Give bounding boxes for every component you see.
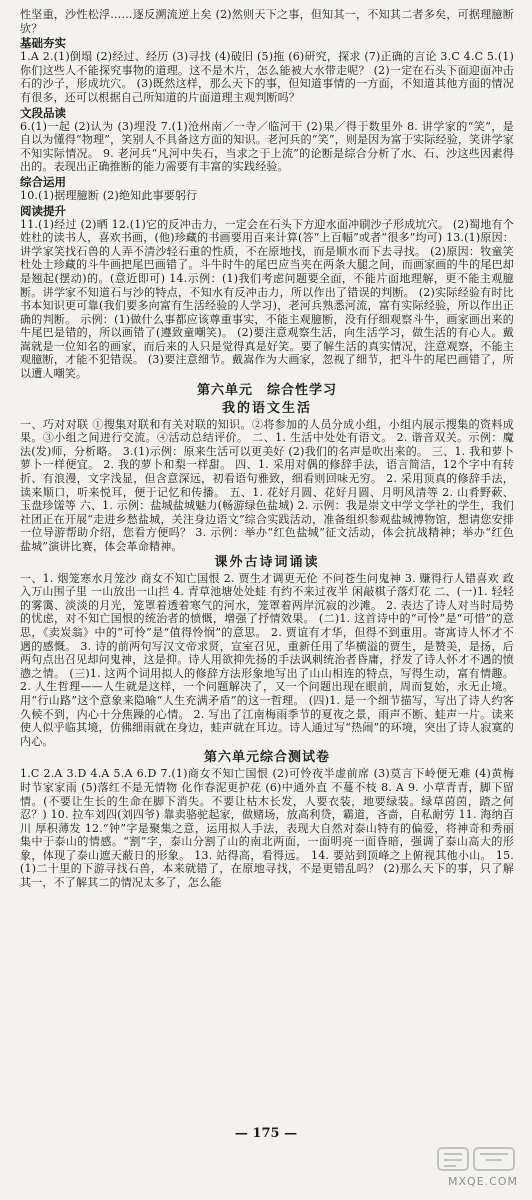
answer-paragraph: 1.A 2.(1)倒塌 (2)经过、经历 (3)寻找 (4)破旧 (5)拖 (6)研究，探求 (7)正确的言论 3.C 4.C 5.(1)你们这些人不能探究事物的道理。这不是木片，怎么能被大水带走呢？ (2)一定在石头下面迎面冲击石的沙子，形成坑穴。 (3)既然这样，那么天下的事，但知道事情的一方面，不知道其他方面的情况有很多，还可以根据自己所知道的片面道理主观判断吗？	[20, 50, 514, 104]
unit-title: 第六单元 综合性学习	[196, 382, 337, 398]
answer-paragraph: 11.(1)经过 (2)晒 12.(1)它的反冲击力，一定会在石头下方迎水面冲刷沙子形成坑穴。 (2)蜀地有个姓杜的读书人，喜欢书画，(他)珍藏的书画要用百来计算(答“上百幅”或者“很多”均可) 13.(1)原因：讲学家笑找石兽的人弄不清沙轻石重的性质，不在原地找，而是顺水而下去寻找。 (2)原因：牧童笑杜处士珍藏的斗牛画把尾巴画错了。斗牛时牛的尾巴应当夹在两条大腿之间，而画家画的牛的尾巴却是翘起(摆动)的。(意近即可) 14.示例：(1)我们考虑问题要全面，不能片面地理解，更不能主观臆断。讲学家不知道石与沙的特点，不知水有反冲击力，所以作出了错误的判断。 (2)实际经验有时比书本知识更可靠(我们要多向富有生活经验的人学习)，老河兵熟悉河流，富有实际经验，所以作出正确的判断。 示例：(1)做什么事都应该尊重事实，不能主观臆断，没有仔细观察斗牛，画家画出来的牛尾巴是错的，所以画错了(遵致童嘲笑)。 (2)要注意观察生活，向生活学习，做生活的有心人。戴嵩就是一位知名的画家，而后来的人只是觉得真是好笑。要了解生活的真实情况，注意观察，不能主观臆断，才能不犯错误。 (3)要注意细节。戴嵩作为大画家，忽视了细节，把斗牛的尾巴画错了，所以遭人嘲笑。	[20, 217, 514, 381]
answer-page	[20, 8, 514, 890]
answer-paragraph: 6.(1)一起 (2)认为 (3)埋没 7.(1)沧州南／一寺／临河干 (2)果／得于数里外 8. 讲学家的“笑”，是自以为懂得“物理”，笑别人不具备这方面的知识。老河兵的“笑”，则是因为富于实际经验，笑讲学家不知实际情况。 9. 老河兵“凡河中失石，当求之于上流”的论断是综合分析了水、石、沙这些因素得出的。表现出正确推断的能力需要有丰富的实践经验。	[20, 119, 514, 174]
section-label: 文段品读	[20, 105, 66, 120]
page-number-value: 175	[252, 1126, 280, 1141]
unit-title: 第六单元综合测试卷	[203, 750, 330, 766]
subsection-title: 课外古诗词诵读	[214, 554, 320, 570]
answer-paragraph: 性坚重，沙性松浮……逐反溯流逆上矣 (2)然则天下之事，但知其一，不知其二者多矣，可据理臆断欤？	[20, 8, 514, 35]
answer-paragraph: 一、1. 烟笼寒水月笼沙 商女不知亡国恨 2. 贾生才调更无伦 不问苍生问鬼神 3. 赚得行人错喜欢 政入万山围子里 一山放出一山拦 4. 青草池塘处处蛙 有约不来过夜半 闲敲棋子落灯花 二、(一)1. 轻轻的雾霭、淡淡的月光，笼罩着透着寒气的河水，笼罩着两岸沉寂的沙滩。 2. 表达了诗人对当时局势的忧虑，对不知亡国恨的统治者的愤慨，增强了抒情效果。 (二)1. 这首诗中的“可怜”是“可惜”的意思，《卖炭翁》中的“可怜”是“值得怜悯”的意思。 2. 贾谊有才华，但得不到重用。寄寓诗人怀才不遇的感慨。 3. 诗的前两句写汉文帝求贤，宣室召见，重新任用了华横溢的贾生，是赞美，是扬，后两句点出召见却问鬼神，这是抑。诗人用欲抑先扬的手法讽刺统治者昏庸，抒发了诗人怀才不遇的愤懑之情。 (三)1. 这两个词用拟人的修辞方法形象地写出了山山相连的特点，写得生动，富有情趣。 2. 人生哲理——人生就是这样，一个问题解决了，又一个问题出现在眼前，周而复始，永无止境。用“行山路”这个意象来隐喻“人生充满矛盾”的这一哲理。 (四)1. 是一个细节描写，写出了诗人约客久候不到，内心十分焦躁的心情。 2. 写出了江南梅雨季节的夏夜之景，雨声不断、蛙声一片。读来使人似乎临其境，仿佛细雨就在身边，蛙声就在耳边。诗人通过写“热闹”的环境，突出了诗人寂寞的内心。	[20, 571, 514, 748]
answer-paragraph: 1.C 2.A 3.D 4.A 5.A 6.D 7.(1)商女不知亡国恨 (2)可怜夜半虚前席 (3)莫言下岭便无难 (4)黄梅时节家家雨 (5)落红不是无情物 化作春泥更护花 (6)中通外直 不蔓不枝 8. A 9. 小草青青，脚下留情。(不要让生长的生命在脚下消失。不要让枯木长发，人要衣装，地要绿装。绿草茵茵，踏之何忍？) 10. 拉车刘四(刘四爷) 靠卖骆驼起家，做赌场，放高利贷，霸道，吝啬，自私耐劳 11. 海纳百川 厚积薄发 12.“钟”字是聚集之意，运用拟人手法，表现大自然对泰山特有的偏爱，将神奇和秀丽集中于泰山的情感。“割”字，泰山分割了山的南北两面，一面明亮一面昏暗，强调了泰山高大的形象，体现了泰山遮天蔽日的形象。 13. 站得高，看得远。 14. 要站到顶峰之上俯视其他小山。 15.(1)二十里的下游寻找石兽，本来就错了，在原地寻找，不是更错乱吗？ (2)那么天下的事，只了解其一，不了解其二的情况太多了，怎么能	[20, 767, 514, 890]
answer-paragraph: 10.(1)据理臆断 (2)绝知此事要躬行	[20, 188, 198, 202]
subsection-title: 我的语文生活	[221, 400, 312, 416]
section-label: 阅读提升	[20, 203, 66, 218]
page-number: — 175 —	[234, 1126, 298, 1141]
section-label: 基础夯实	[20, 36, 66, 51]
section-label: 综合运用	[20, 174, 66, 189]
answer-paragraph: 一、巧对对联 ①搜集对联和有关对联的知识。②将参加的人员分成小组，小组内展示搜集的资料成果。③小组之间进行交流。④活动总结评价。 二、1. 生活中处处有语文。 2. 谐音双关。示例：魔法(发)师，分析略。 3.(1)示例：原来生活可以更美好 (2)我们的名声是吹出来的。 三、1. 我和萝卜萝卜一样便宜。 2. 我的萝卜和梨一样甜。 四、1. 采用对偶的修辞手法，语言简洁，12个字中有转折、有浪漫，文字浅显，但含意深远，初看语句雅致，细看则回味无穷。 2. 采用顶真的修辞手法，读来顺口，听来悦耳，便于记忆和传播。 五、1. 花好月圆、花好月圆、月明风清等 2. 山肴野蔌、玉盘珍馐等 六、1. 示例：盐城盐城魅力(畅游绿色盐城) 2. 示例：我是崇文中学文学社的学生，我们社团正在开展“走进乡愁盐城，关注身边语文”综合实践活动，准备组织参观盐城博物馆，想请您安排一位导游帮助介绍，您看方便吗？ 3. 示例：举办“红色盐城”征文活动，体会抗战精神；举办“红色盐城”演讲比赛，体会革命精神。	[20, 417, 514, 553]
watermark-text: MXQE.COM	[448, 1175, 518, 1188]
